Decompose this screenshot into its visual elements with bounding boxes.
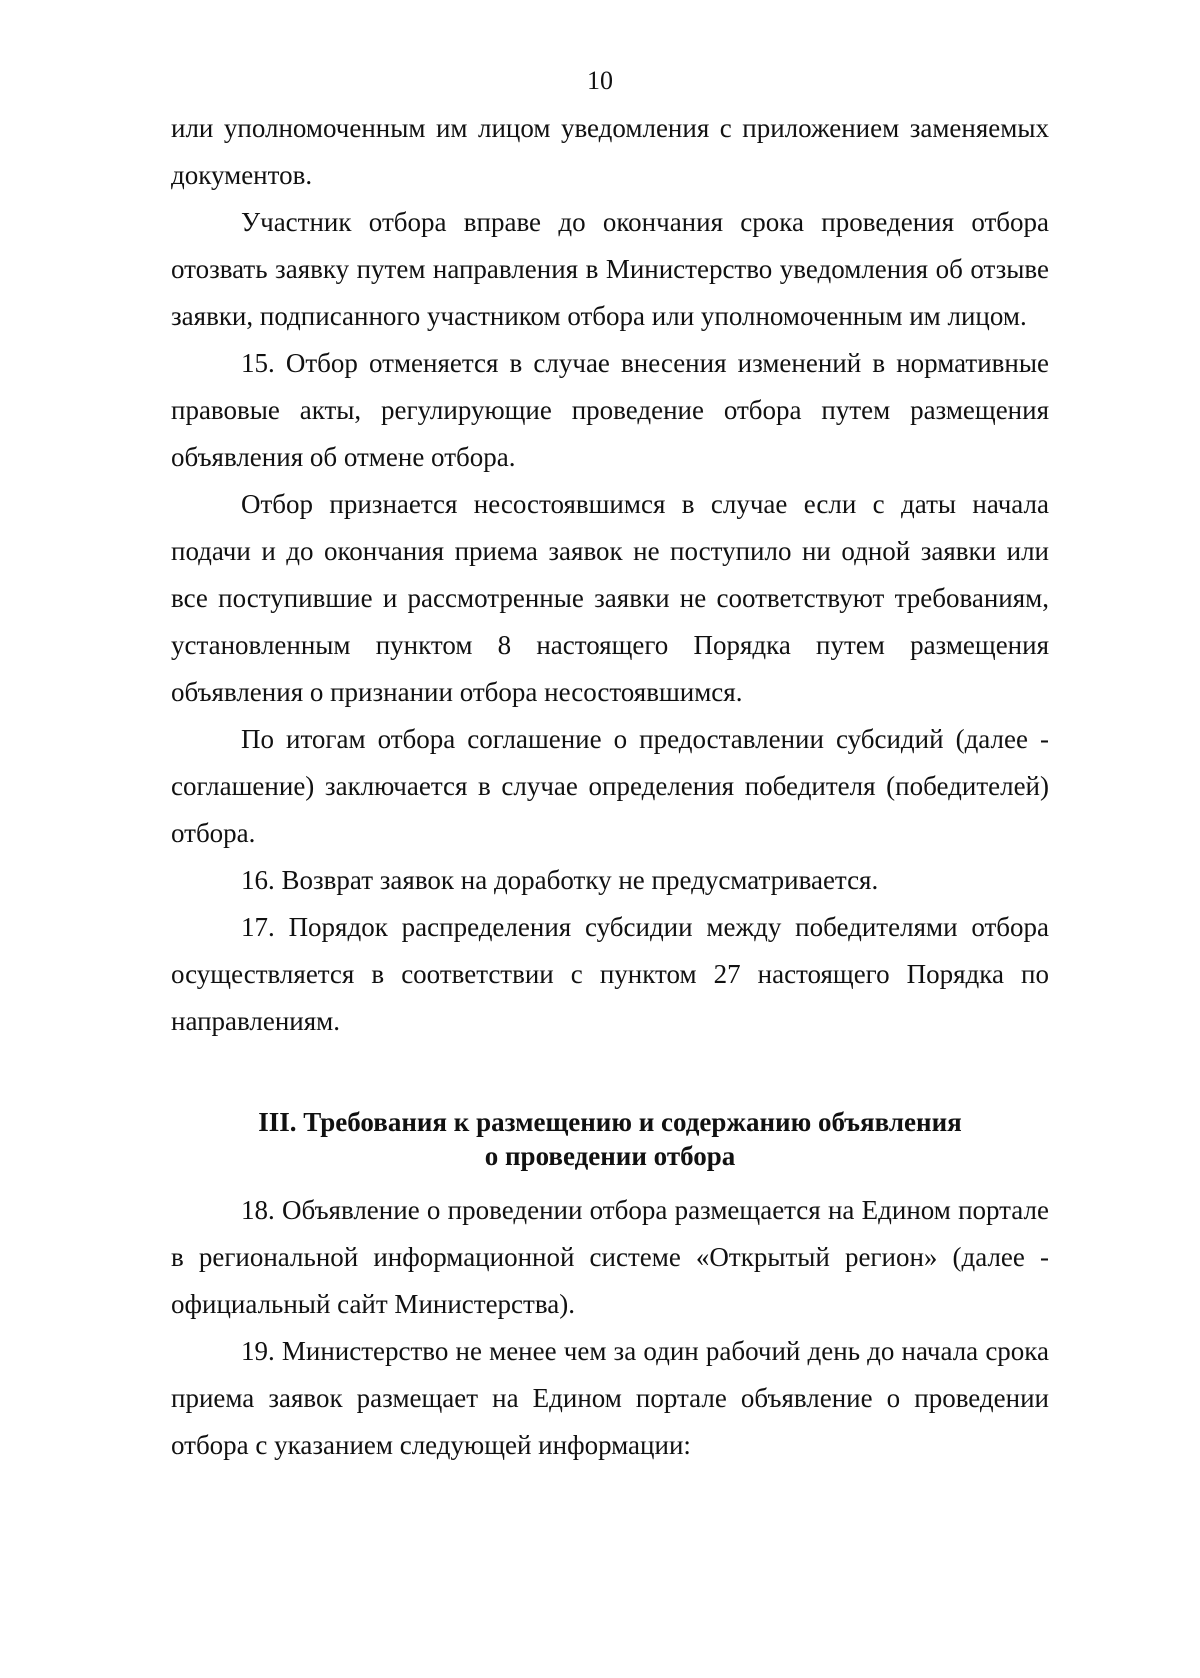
section-heading bbox=[171, 1105, 1049, 1173]
paragraph: 15. Отбор отменяется в случае внесения изменений в нормативные правовые акты, регулирующие проведение отбора путем размещения объявления об отмене отбора. bbox=[171, 348, 1049, 472]
paragraph: 19. Министерство не менее чем за один рабочий день до начала срока приема заявок размещает на Едином портале объявление о проведении отбора с указанием следующей информации: bbox=[171, 1336, 1049, 1460]
document-body bbox=[171, 105, 1049, 1469]
paragraph: По итогам отбора соглашение о предоставлении субсидий (далее - соглашение) заключается в случае определения победителя (победителей) отбора. bbox=[171, 724, 1049, 848]
paragraph: Отбор признается несостоявшимся в случае если с даты начала подачи и до окончания приема заявок не поступило ни одной заявки или все поступившие и рассмотренные заявки не соответствуют требованиям, установленным пунктом 8 настоящего Порядка путем размещения объявления о признании отбора несостоявшимся. bbox=[171, 489, 1049, 707]
section-heading-line: III. Требования к размещению и содержанию объявления bbox=[258, 1107, 962, 1137]
paragraph: 16. Возврат заявок на доработку не предусматривается. bbox=[241, 865, 879, 895]
section-heading-line: о проведении отбора bbox=[484, 1141, 736, 1171]
paragraph: 17. Порядок распределения субсидии между победителями отбора осуществляется в соответствии с пунктом 27 настоящего Порядка по направлениям. bbox=[171, 912, 1049, 1036]
paragraph: или уполномоченным им лицом уведомления с приложением заменяемых документов. bbox=[171, 113, 1049, 190]
paragraph: Участник отбора вправе до окончания срока проведения отбора отозвать заявку путем направления в Министерство уведомления об отзыве заявки, подписанного участником отбора или уполномоченным им лицом. bbox=[171, 207, 1049, 331]
paragraph: 18. Объявление о проведении отбора размещается на Едином портале в региональной информационной системе «Открытый регион» (далее - официальный сайт Министерства). bbox=[171, 1195, 1049, 1319]
page-number: 10 bbox=[587, 66, 613, 95]
